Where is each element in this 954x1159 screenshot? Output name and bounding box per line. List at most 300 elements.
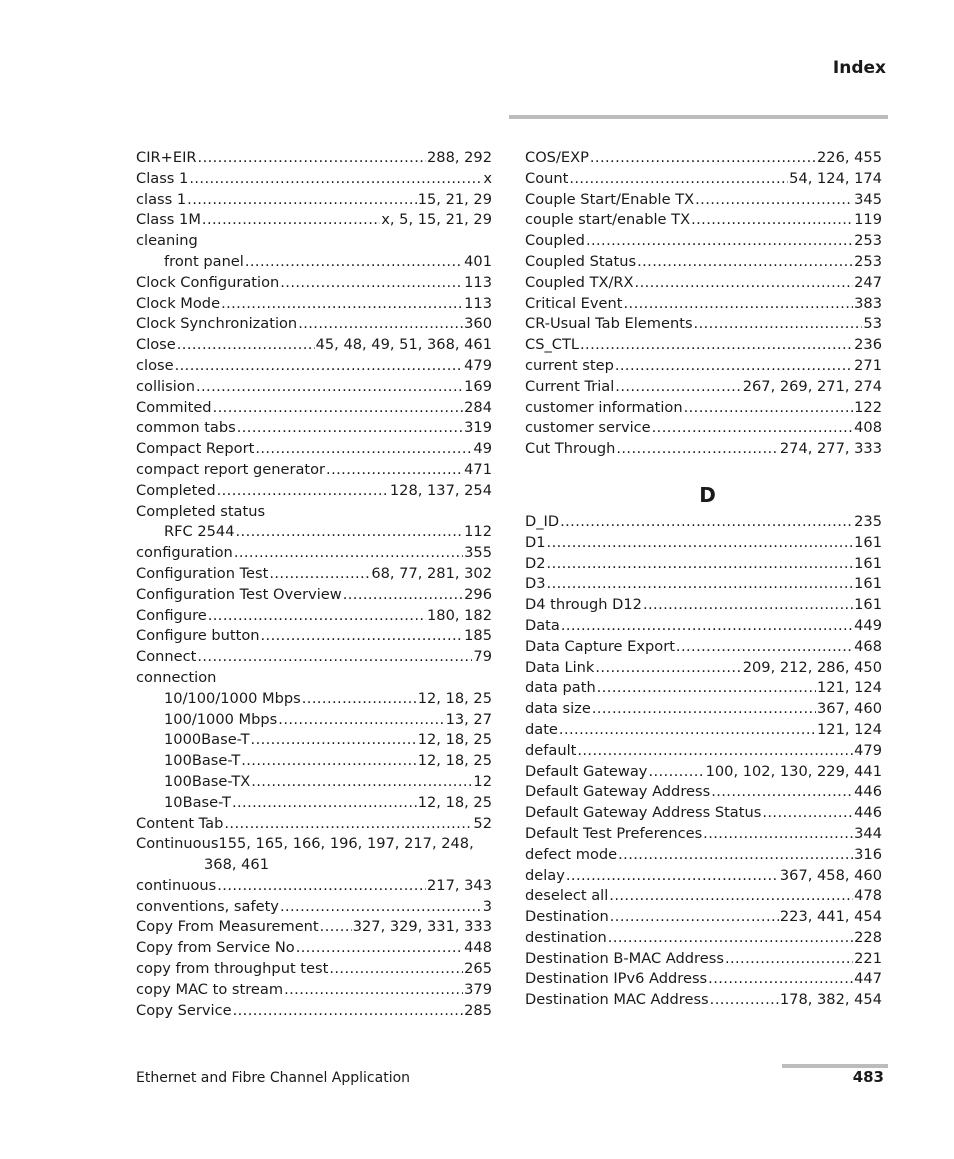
index-term: D2 [525,554,546,572]
index-page-numbers: 267, 269, 271, 274 [742,377,882,395]
dot-leader [251,772,472,793]
index-term: defect mode [525,845,618,863]
index-entry [136,876,492,897]
index-entry [136,668,492,689]
index-subentry [136,252,492,273]
dot-leader [343,585,463,606]
index-page-numbers: 446 [854,804,882,822]
dot-leader [177,335,315,356]
dot-leader [566,866,779,887]
dot-leader [302,689,417,710]
index-entry [525,335,882,356]
index-entry [136,210,492,231]
index-term: D_ID [525,512,560,530]
index-page-numbers: 223, 441, 454 [779,908,882,926]
index-entry [525,741,882,762]
index-term: D4 through D12 [525,596,642,614]
index-page-numbers: 478 [854,887,882,905]
index-term: Completed [136,481,216,499]
index-term: compact report generator [136,460,326,478]
index-entry [525,512,882,533]
index-term: 100Base-TX [164,772,251,790]
index-page-numbers: 447 [854,970,882,988]
dot-leader [703,824,853,845]
index-term: Clock Mode [136,294,221,312]
index-page-numbers: 468 [854,637,882,655]
dot-leader [561,616,853,637]
index-term: Class 1M [136,211,201,229]
index-section-c-continued [525,148,882,460]
index-term: D3 [525,575,546,593]
dot-leader [280,273,463,294]
index-page-numbers: 209, 212, 286, 450 [742,658,882,676]
index-term: connection [136,668,217,686]
index-term: Coupled [525,232,585,250]
index-term: couple start/enable TX [525,211,691,229]
index-page-numbers: 479 [464,356,492,374]
dot-leader [560,512,853,533]
dot-leader [577,741,853,762]
dot-leader [695,190,853,211]
index-page-numbers: 344 [854,824,882,842]
index-entry [525,533,882,554]
dot-leader [245,252,463,273]
index-entry [136,917,492,938]
index-term: destination [525,928,607,946]
index-subentry [136,522,492,543]
index-page-numbers: 53 [863,315,882,333]
index-entry [525,824,882,845]
dot-leader [213,398,464,419]
index-term: 100/1000 Mbps [164,710,278,728]
dot-leader [694,314,863,335]
index-entry [525,377,882,398]
index-page-numbers: 12, 18, 25 [417,731,492,749]
index-entry [136,834,492,855]
dot-leader [608,928,853,949]
index-page-numbers: 355 [464,544,492,562]
index-page-numbers: 3 [482,897,492,915]
index-term: Default Gateway [525,762,648,780]
index-term: delay [525,866,565,884]
index-subentry [136,710,492,731]
index-page-numbers: 15, 21, 29 [417,190,492,208]
index-page-numbers: 319 [464,419,492,437]
dot-leader [326,460,463,481]
dot-leader [234,543,463,564]
index-page-numbers: 285 [464,1001,492,1019]
index-entry [525,845,882,866]
index-entry [525,699,882,720]
index-page-numbers: 113 [464,294,492,312]
index-page-numbers: 122 [854,398,882,416]
index-entry [525,720,882,741]
dot-leader [592,699,816,720]
dot-leader [269,564,370,585]
index-entry [525,616,882,637]
index-term: Destination MAC Address [525,991,709,1009]
index-entry [525,273,882,294]
index-term: Coupled TX/RX [525,273,634,291]
index-term: CS_CTL [525,336,579,354]
index-term: Copy Service [136,1001,232,1019]
index-entry [136,148,492,169]
dot-leader [320,917,352,938]
index-term: Data Link [525,658,595,676]
index-term: Copy From Measurement [136,918,319,936]
index-page-numbers: 284 [464,398,492,416]
index-page-numbers: 161 [854,575,882,593]
index-subentry [136,689,492,710]
index-entry [136,294,492,315]
footer-page-number: 483 [852,1068,884,1086]
dot-leader [609,886,853,907]
index-page-numbers: 479 [854,741,882,759]
index-term: Destination B-MAC Address [525,949,724,967]
index-term: configuration [136,544,233,562]
index-page-numbers: 265 [464,960,492,978]
index-term: Clock Synchronization [136,315,298,333]
dot-leader [597,678,816,699]
index-page-numbers: 100, 102, 130, 229, 441 [705,762,882,780]
index-entry [525,294,882,315]
index-entry [525,190,882,211]
dot-leader [711,782,853,803]
index-term: Configure [136,606,207,624]
index-entry [136,273,492,294]
index-entry [136,398,492,419]
index-page-numbers: 161 [854,533,882,551]
dot-leader [202,210,380,231]
index-term: CR-Usual Tab Elements [525,315,693,333]
index-page-numbers: 383 [854,294,882,312]
dot-leader [224,814,472,835]
index-entry [525,782,882,803]
index-entry [525,595,882,616]
index-entry [136,585,492,606]
index-term: 1000Base-T [164,731,250,749]
index-entry [136,169,492,190]
index-term: Default Gateway Address Status [525,804,762,822]
index-column-right [525,148,882,1011]
index-term: close [136,356,174,374]
index-entry [525,231,882,252]
index-subentry [136,772,492,793]
index-term: Current Trial [525,377,615,395]
dot-leader [241,751,416,772]
dot-leader [197,647,472,668]
index-term: common tabs [136,419,236,437]
index-entry [136,481,492,502]
index-term: Completed status [136,502,266,520]
index-page-numbers: 178, 382, 454 [779,991,882,1009]
index-term: copy MAC to stream [136,980,284,998]
index-entry [525,574,882,595]
index-term: 10Base-T [164,793,231,811]
dot-leader [189,169,482,190]
dot-leader [187,190,417,211]
dot-leader [725,949,853,970]
index-entry [136,626,492,647]
index-entry [136,314,492,335]
index-entry [525,990,882,1011]
index-page-numbers: 253 [854,232,882,250]
index-entry [136,1001,492,1022]
index-term: Data [525,616,560,634]
index-term: default [525,741,577,759]
index-entry [136,855,492,876]
index-term: 10/100/1000 Mbps [164,689,301,707]
index-term: Coupled Status [525,252,637,270]
index-term: class 1 [136,190,187,208]
index-page-numbers: 449 [854,616,882,634]
index-term: data path [525,679,596,697]
index-page-numbers: 401 [464,252,492,270]
index-page-numbers: 471 [464,460,492,478]
index-entry [525,398,882,419]
index-term: Content Tab [136,814,224,832]
index-page-numbers: 327, 329, 331, 333 [352,918,492,936]
index-page-numbers: 169 [464,377,492,395]
index-term: collision [136,377,195,395]
index-page-numbers: 345 [854,190,882,208]
index-term: Connect [136,648,197,666]
index-term: Configuration Test [136,564,269,582]
index-entry [136,418,492,439]
dot-leader [684,398,854,419]
dot-leader [296,938,463,959]
index-page-numbers: 446 [854,783,882,801]
dot-leader [236,522,464,543]
dot-leader [618,845,853,866]
index-page-numbers: 68, 77, 281, 302 [371,564,492,582]
index-subentry [136,730,492,751]
index-entry [525,803,882,824]
index-entry [525,658,882,679]
index-entry [136,938,492,959]
index-term: continuous [136,876,217,894]
index-page-numbers: 121, 124 [817,679,882,697]
index-page-numbers: 360 [464,315,492,333]
index-page-numbers: 45, 48, 49, 51, 368, 461 [315,336,492,354]
index-entry [136,959,492,980]
dot-leader [615,377,741,398]
dot-leader [329,959,463,980]
index-page-numbers: 288, 292 [427,149,492,166]
index-page-numbers: 221 [854,949,882,967]
index-page-numbers: 12, 18, 25 [417,689,492,707]
dot-leader [648,762,704,783]
index-entry [525,949,882,970]
index-entry [525,554,882,575]
dot-leader [261,626,464,647]
section-letter-text: D [699,482,716,507]
index-term: deselect all [525,887,609,905]
dot-leader [624,294,854,315]
index-term: Couple Start/Enable TX [525,190,695,208]
dot-leader [643,595,853,616]
index-page-numbers: 52 [473,814,492,832]
index-entry [525,928,882,949]
index-section-d [525,512,882,1011]
index-term: Data Capture Export [525,637,675,655]
dot-leader [217,481,389,502]
dot-leader [708,969,853,990]
dot-leader [616,439,779,460]
index-term: Compact Report [136,440,255,458]
index-page-numbers: 121, 124 [817,720,882,738]
index-term: D1 [525,533,546,551]
dot-leader [278,710,444,731]
index-page-numbers: 13, 27 [445,710,492,728]
dot-leader [637,252,853,273]
index-page-numbers: 79 [473,648,492,666]
index-entry [525,969,882,990]
index-term: Copy from Service No [136,939,295,957]
index-page-numbers: 12, 18, 25 [417,752,492,770]
header-rule [509,115,888,119]
index-term: Close [136,336,176,354]
index-entry [525,886,882,907]
index-term: Destination IPv6 Address [525,970,708,988]
index-page-numbers: 235 [854,512,882,530]
index-subentry [136,793,492,814]
index-page-numbers: 253 [854,252,882,270]
index-term: COS/EXP [525,149,589,166]
dot-leader [676,637,853,658]
dot-leader [595,658,741,679]
dot-leader [610,907,779,928]
dot-leader [232,793,417,814]
index-entry [525,356,882,377]
index-entry [525,252,882,273]
index-page-numbers: 247 [854,273,882,291]
dot-leader [255,439,472,460]
dot-leader [691,210,853,231]
index-entry [525,637,882,658]
index-page-numbers: 274, 277, 333 [779,440,882,458]
index-entry [136,502,492,523]
index-term: Count [525,169,569,187]
index-page-numbers: 228 [854,928,882,946]
dot-leader [547,554,854,575]
dot-leader [635,273,854,294]
index-page-numbers: 49 [473,440,492,458]
dot-leader [221,294,463,315]
dot-leader [217,876,426,897]
dot-leader [559,720,816,741]
index-term: Commited [136,398,212,416]
index-page-numbers: 12, 18, 25 [417,793,492,811]
dot-leader [580,335,853,356]
index-page-numbers: 226, 455 [817,149,882,166]
index-term: date [525,720,558,738]
index-term: Cut Through [525,440,616,458]
index-page-numbers: 217, 343 [427,876,492,894]
index-page-numbers: 112 [464,523,492,541]
index-page-numbers: 119 [854,211,882,229]
index-term: CIR+EIR [136,149,197,166]
index-term: Default Test Preferences [525,824,703,842]
index-entry [525,866,882,887]
index-page-numbers: 54, 124, 174 [789,169,882,187]
dot-leader [547,574,854,595]
dot-leader [280,897,482,918]
index-term: front panel [164,252,244,270]
index-term: Configure button [136,627,260,645]
index-entry [525,907,882,928]
dot-leader [569,169,788,190]
index-entry [136,190,492,211]
index-page-numbers: 367, 460 [817,700,882,718]
dot-leader [233,1001,464,1022]
index-term: Destination [525,908,609,926]
index-page-numbers: 161 [854,554,882,572]
dot-leader [586,231,853,252]
index-page-numbers: 185 [464,627,492,645]
index-entry [525,169,882,190]
index-entry [525,762,882,783]
dot-leader [590,148,816,169]
index-entry [136,647,492,668]
index-entry [525,418,882,439]
index-page-numbers: x, 5, 15, 21, 29 [381,211,492,229]
index-page-numbers: 379 [464,980,492,998]
footer-document-title: Ethernet and Fibre Channel Application [136,1070,411,1086]
index-page-numbers: 296 [464,585,492,603]
page-header-title: Index [832,58,886,78]
index-subentry [136,751,492,772]
index-term: Configuration Test Overview [136,585,342,603]
index-page-numbers: 271 [854,356,882,374]
index-term: data size [525,700,591,718]
dot-leader [175,356,464,377]
index-term: customer service [525,419,651,437]
index-entry [136,897,492,918]
index-entry [136,814,492,835]
index-entry [136,606,492,627]
index-page-numbers: 448 [464,939,492,957]
index-term: Default Gateway Address [525,783,711,801]
index-term: current step [525,356,614,374]
dot-leader [710,990,779,1011]
index-page-numbers: x [483,169,492,187]
dot-leader [237,418,463,439]
index-entry [525,678,882,699]
index-page-numbers: 12 [473,772,492,790]
dot-leader [284,980,463,1001]
index-page-numbers: 236 [854,336,882,354]
index-entry [136,460,492,481]
index-entry [525,314,882,335]
dot-leader [198,148,426,169]
index-entry [136,356,492,377]
index-page-numbers: 367, 458, 460 [779,866,882,884]
index-term: conventions, safety [136,897,279,915]
index-entry [525,210,882,231]
dot-leader [547,533,854,554]
index-entry [136,980,492,1001]
dot-leader [251,730,417,751]
index-term: 100Base-T [164,752,241,770]
index-entry [136,231,492,252]
dot-leader [298,314,463,335]
index-entry [136,564,492,585]
index-page-numbers: 113 [464,273,492,291]
index-page-numbers: 316 [854,845,882,863]
index-entry [136,377,492,398]
index-term: copy from throughput test [136,960,329,978]
